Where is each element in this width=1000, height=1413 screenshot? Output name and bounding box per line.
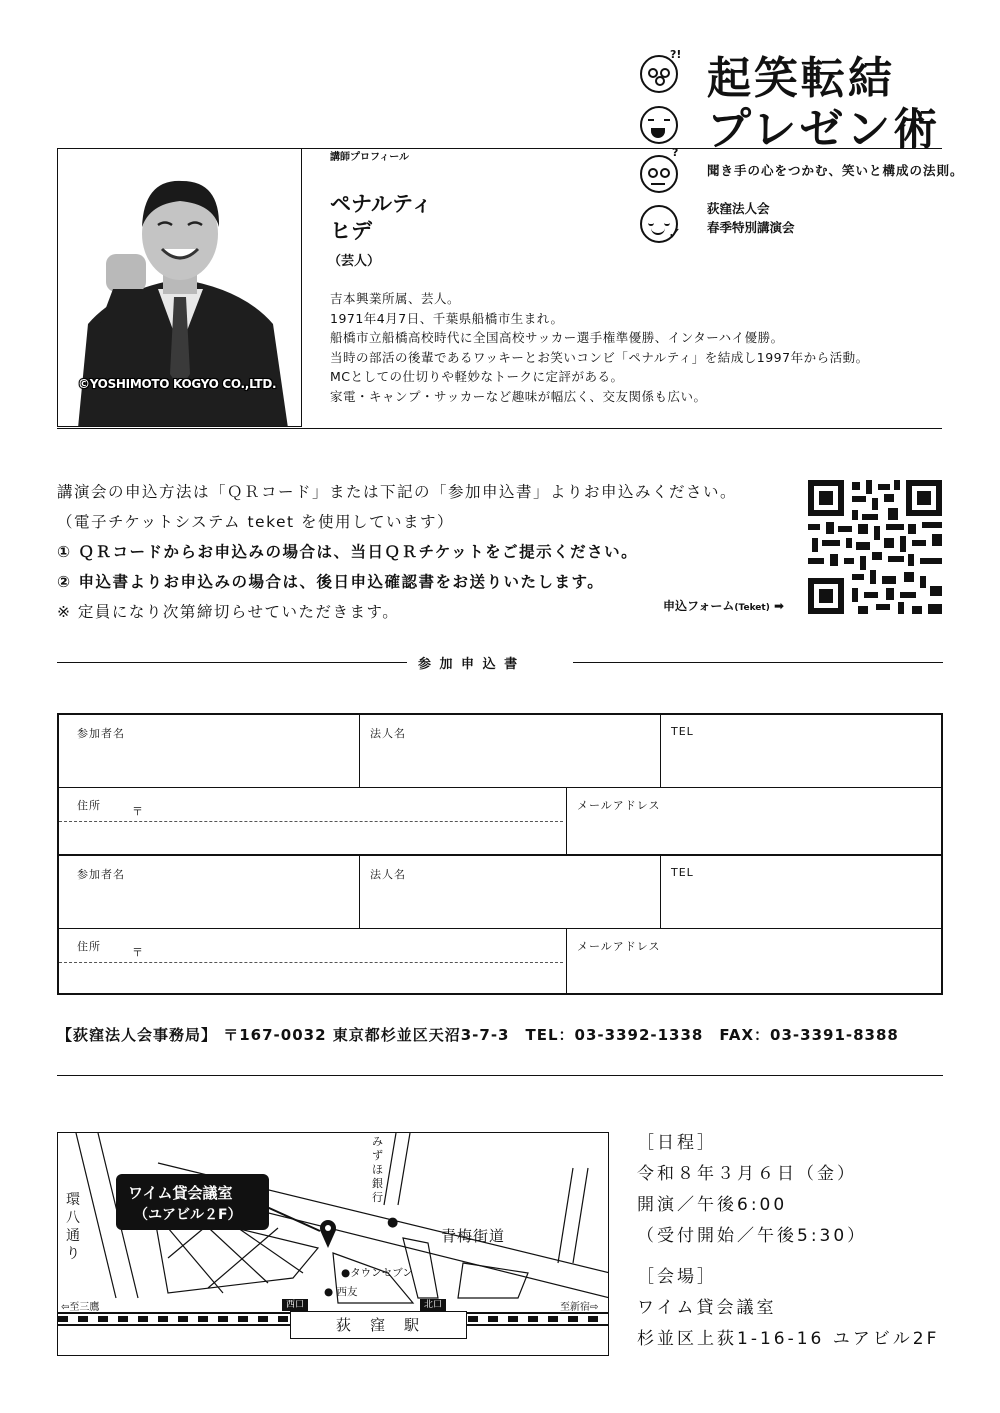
corporation-name-label: 法人名 — [370, 727, 406, 740]
info-line-form: ② 申込書よりお申込みの場合は、後日申込確認書をお送りいたします。 — [57, 573, 605, 591]
west-exit-label: 西口 — [282, 1299, 308, 1311]
org-line2: 春季特別講演会 — [707, 220, 795, 235]
address-field-1[interactable] — [59, 788, 566, 854]
tel-label: TEL — [671, 866, 694, 879]
title-line1: 起笑転結 — [707, 53, 895, 104]
bio-line: MCとしての仕切りや軽妙なトークに定評がある。 — [330, 369, 624, 384]
info-line-qr: ① ＱＲコードからお申込みの場合は、当日ＱＲチケットをご提示ください。 — [57, 543, 639, 561]
question-icon: ? — [672, 146, 679, 159]
arrow-right-icon: ➡ — [769, 599, 785, 613]
street-ome: 青梅街道 — [441, 1227, 506, 1245]
postal-mark: 〒 — [132, 805, 144, 818]
date-heading: ［日程］ — [637, 1133, 717, 1153]
qr-caption — [663, 597, 784, 614]
email-field-1[interactable] — [567, 788, 943, 854]
divider — [573, 662, 943, 663]
form-heading: 参 加 申 込 書 — [418, 657, 520, 672]
participant-name-field-2[interactable] — [59, 856, 359, 928]
bio-line: 1971年4月7日、千葉県船橋市生まれ。 — [330, 310, 564, 326]
bio-line: 船橋市立船橋高校時代に全国高校サッカー選手権準優勝、インターハイ優勝。 — [330, 330, 784, 345]
divider — [57, 1075, 943, 1076]
venue-label-line2: （ユアビル２F） — [134, 1207, 242, 1223]
application-form — [57, 713, 943, 995]
start-time: 開演／午後6:00 — [637, 1195, 788, 1215]
venue-label-line1: ワイム貸会議室 — [128, 1184, 233, 1202]
speaker-photo — [57, 148, 302, 427]
postal-mark: 〒 — [132, 946, 144, 959]
bio-line: 吉本興業所属、芸人。 — [330, 291, 461, 306]
to-mitaka-label: ⇦至三鷹 — [61, 1302, 100, 1313]
north-exit-label: 北口 — [420, 1299, 446, 1311]
qr-caption-small: (Teket) — [734, 603, 770, 613]
bank-dot: ● — [387, 1215, 399, 1230]
venue-heading: ［会場］ — [637, 1267, 717, 1287]
bio-line: 当時の部活の後輩であるワッキーとお笑いコンビ「ペナルティ」を結成し1997年から活動。 — [330, 349, 869, 365]
tagline: 聞き手の心をつかむ、笑いと構成の法則。 — [707, 163, 964, 178]
corporation-name-field-2[interactable] — [360, 856, 660, 928]
address-field-2[interactable] — [59, 929, 566, 995]
participant-name-label: 参加者名 — [77, 868, 125, 881]
org-line1: 荻窪法人会 — [707, 201, 770, 216]
address-label: 住所 — [77, 799, 101, 812]
profile-section-label: 講師プロフィール — [330, 152, 409, 163]
laughing-face-icon — [640, 106, 678, 144]
photo-credit: ©YOSHIMOTO KOGYO CO.,LTD. — [78, 377, 277, 391]
email-label: メールアドレス — [577, 940, 661, 953]
bank-label: みずほ銀行 — [372, 1135, 383, 1204]
info-line: 講演会の申込方法は「ＱＲコード」または下記の「参加申込書」よりお申込みください。 — [57, 483, 738, 501]
venue-address: 杉並区上荻1-16-16 ユアビル2F — [637, 1329, 940, 1349]
qr-caption-text: 申込フォーム — [663, 599, 735, 613]
event-date: 令和８年３月６日（金） — [637, 1164, 857, 1184]
reception-time: （受付開始／午後5:30） — [637, 1226, 868, 1246]
schedule-info — [637, 1128, 967, 1355]
question-mark-icon: ?! — [670, 48, 682, 61]
check-icon: ✓ — [668, 224, 682, 243]
info-line-note: ※ 定員になり次第締切らせていただきます。 — [57, 603, 400, 621]
seiyu-label: ● 西友 — [324, 1286, 358, 1298]
divider — [57, 662, 407, 663]
speaker-role: （芸人） — [328, 254, 381, 269]
speaker-name-line1: ペナルティ — [330, 192, 433, 216]
office-contact: 【荻窪法人会事務局】 〒167-0032 東京都杉並区天沼3-7-3 TEL：03-3392-1338 FAX：03-3391-8388 — [57, 1026, 899, 1044]
email-field-2[interactable] — [567, 929, 943, 995]
speaker-name-line2: ヒデ — [330, 219, 372, 243]
tel-field-1[interactable] — [661, 715, 943, 787]
corporation-name-field-1[interactable] — [360, 715, 660, 787]
access-map — [57, 1132, 609, 1356]
corporation-name-label: 法人名 — [370, 868, 406, 881]
speaker-bio — [330, 289, 930, 406]
venue-name: ワイム貸会議室 — [637, 1298, 777, 1318]
address-label: 住所 — [77, 940, 101, 953]
info-line: （電子チケットシステム teket を使用しています） — [57, 513, 455, 531]
to-shinjuku-label: 至新宿⇨ — [560, 1302, 599, 1313]
seven-label: ●タウンセブン — [341, 1267, 413, 1279]
participant-name-label: 参加者名 — [77, 727, 125, 740]
street-kanpachi: 環八通り — [66, 1192, 80, 1262]
tel-field-2[interactable] — [661, 856, 943, 928]
participant-name-field-1[interactable] — [59, 715, 359, 787]
email-label: メールアドレス — [577, 799, 661, 812]
title-line2: プレゼン術 — [707, 104, 941, 155]
station-label: 荻 窪 駅 — [290, 1311, 467, 1339]
tel-label: TEL — [671, 725, 694, 738]
qr-code[interactable] — [808, 480, 942, 614]
bio-line: 家電・キャンプ・サッカーなど趣味が幅広く、交友関係も広い。 — [330, 388, 707, 404]
